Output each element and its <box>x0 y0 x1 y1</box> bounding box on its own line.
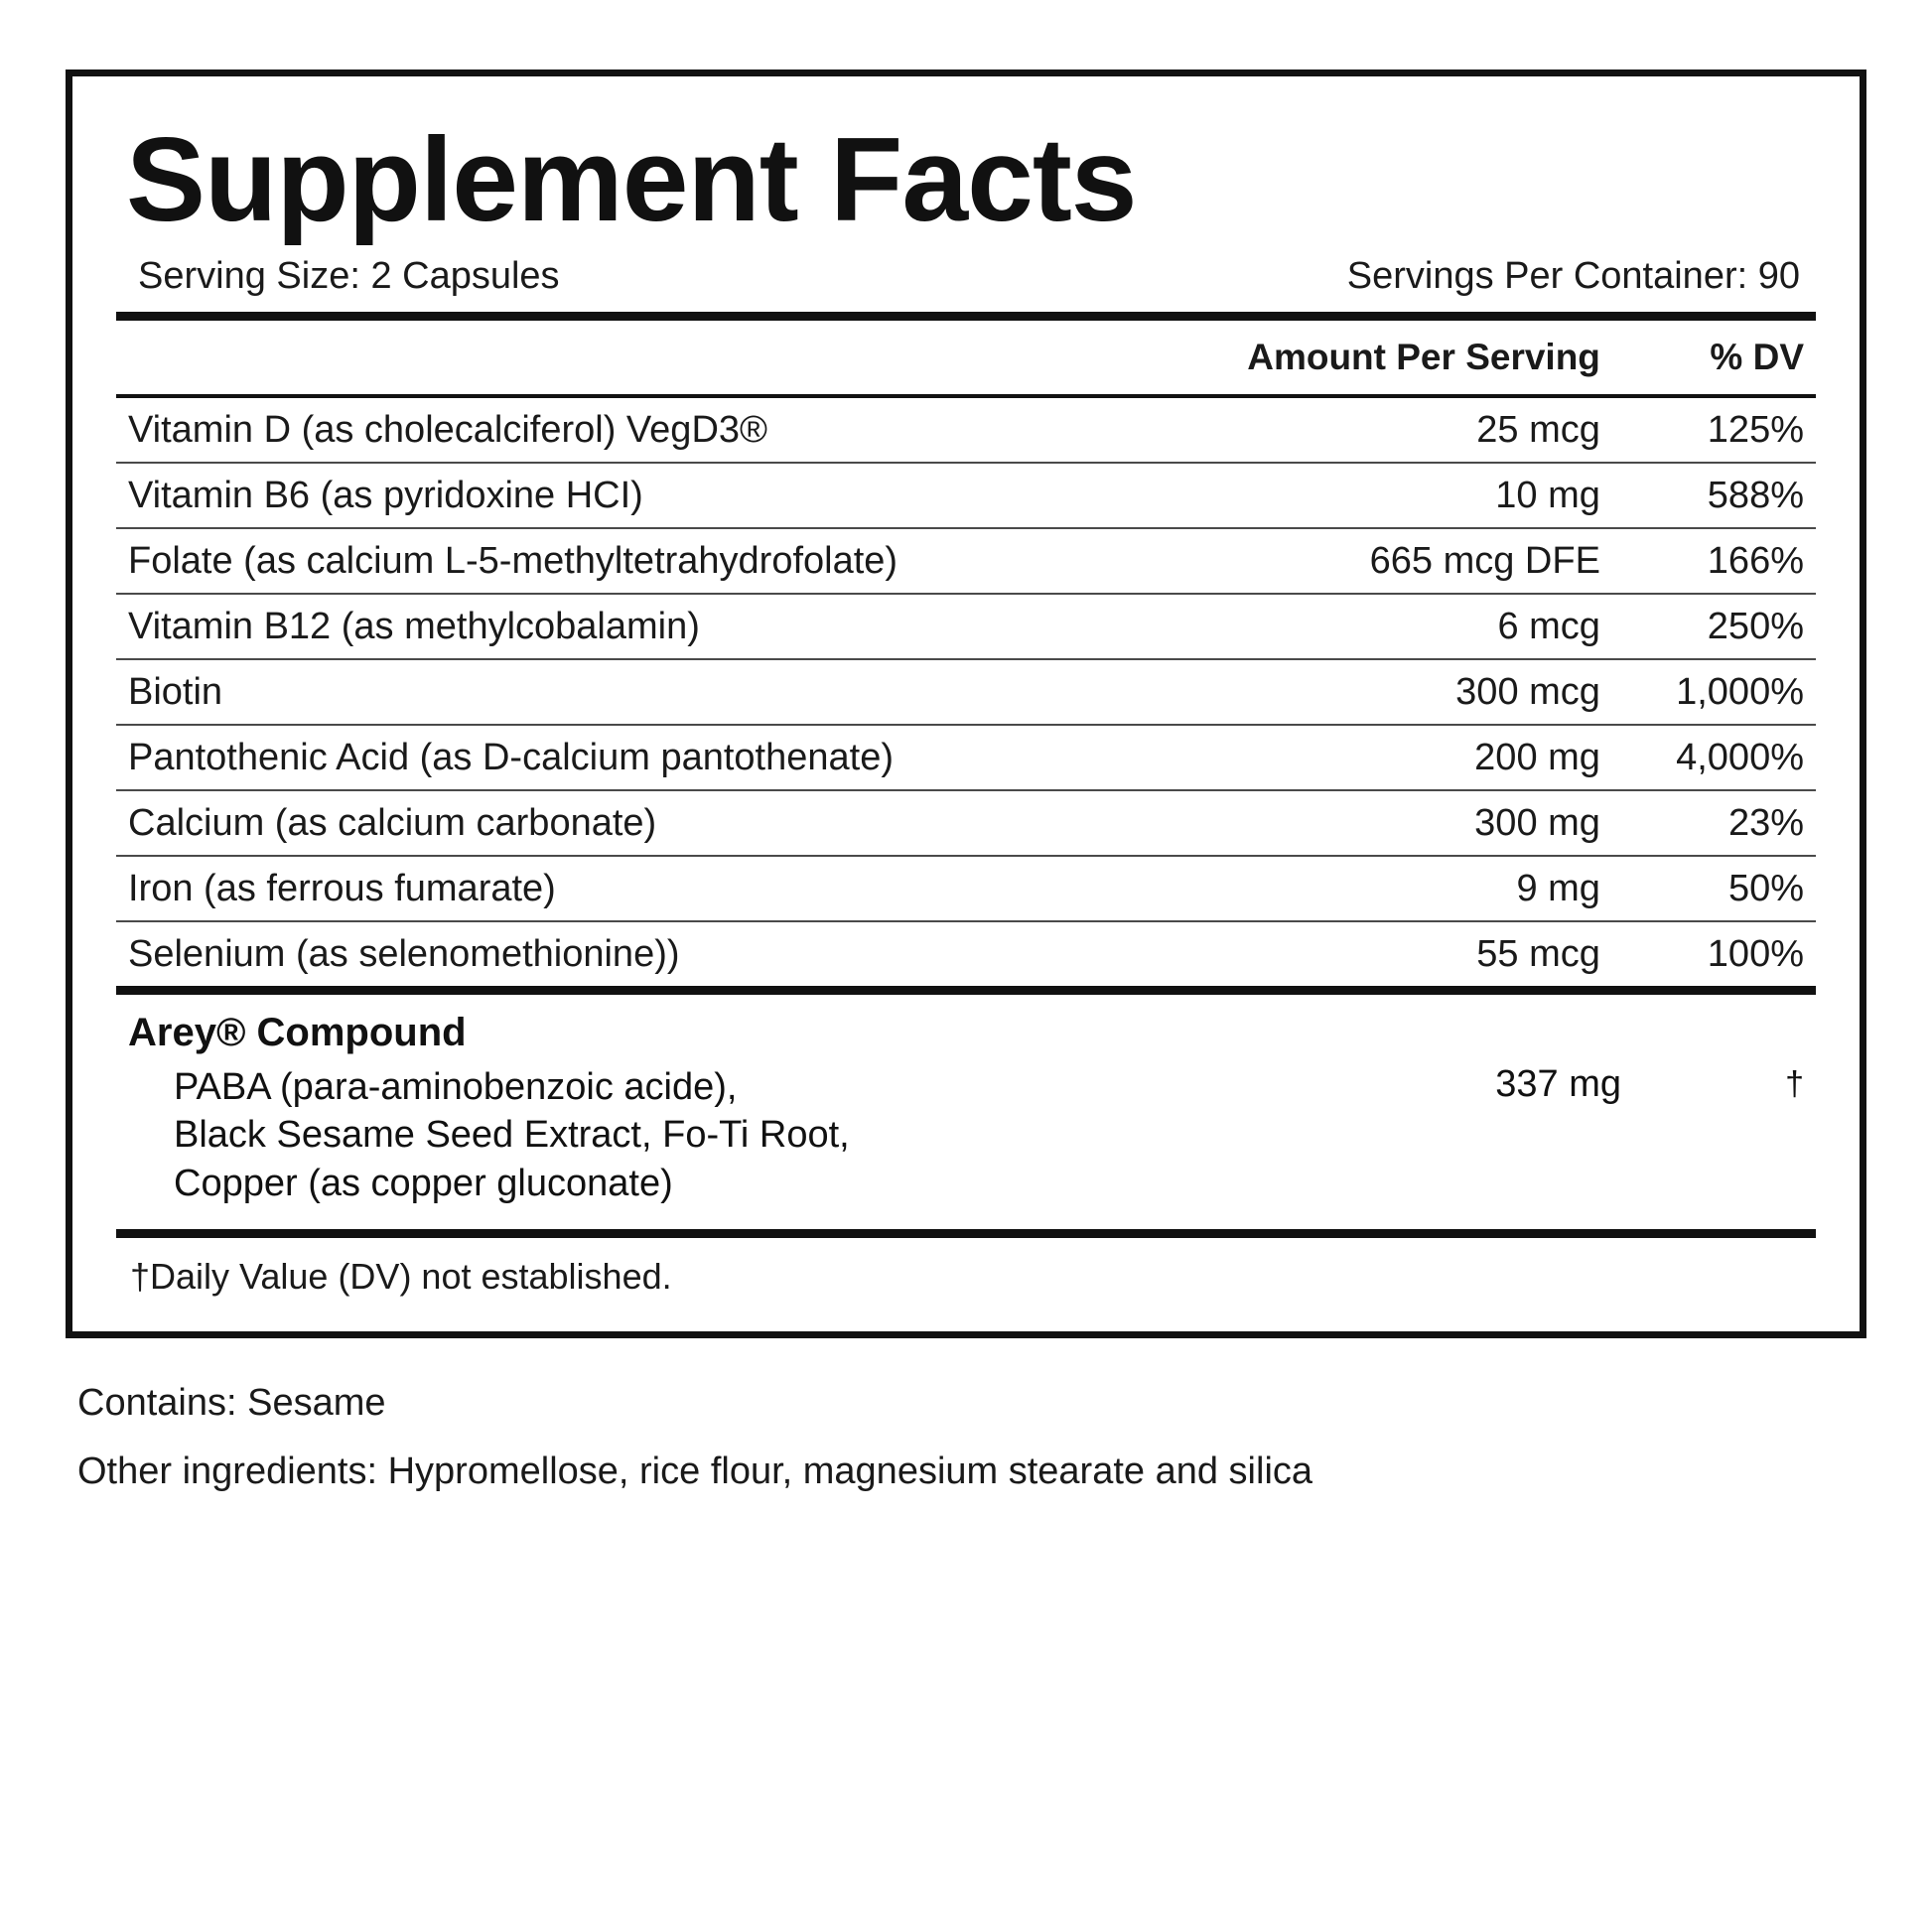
divider-thick-top <box>116 312 1816 321</box>
nutrient-amount: 665 mcg DFE <box>1132 528 1634 594</box>
table-row <box>116 594 1816 659</box>
nutrient-dv: 100% <box>1634 921 1816 986</box>
nutrient-dv: 50% <box>1634 856 1816 921</box>
blend-amount: 337 mg <box>1495 1062 1621 1105</box>
nutrient-dv: 166% <box>1634 528 1816 594</box>
nutrient-name: Calcium (as calcium carbonate) <box>116 790 1132 856</box>
nutrient-amount: 300 mcg <box>1132 659 1634 725</box>
serving-info-row <box>116 255 1816 298</box>
proprietary-blend-block <box>116 986 1816 1208</box>
nutrient-dv: 125% <box>1634 396 1816 463</box>
table-row <box>116 725 1816 790</box>
blend-dv-dagger: † <box>1785 1064 1804 1103</box>
nutrient-name: Pantothenic Acid (as D-calcium pantothenate) <box>116 725 1132 790</box>
below-panel-notes <box>66 1338 1866 1493</box>
header-percent-dv: % DV <box>1710 336 1804 377</box>
servings-per-container: Servings Per Container: 90 <box>1346 254 1800 297</box>
supplement-facts-panel <box>66 69 1866 1338</box>
nutrient-dv: 23% <box>1634 790 1816 856</box>
nutrient-dv: 250% <box>1634 594 1816 659</box>
nutrient-amount: 10 mg <box>1132 463 1634 528</box>
nutrient-name: Vitamin D (as cholecalciferol) VegD3® <box>116 396 1132 463</box>
nutrient-amount: 25 mcg <box>1132 396 1634 463</box>
table-row <box>116 921 1816 986</box>
header-nutrient <box>116 321 1132 396</box>
nutrient-dv: 588% <box>1634 463 1816 528</box>
nutrient-amount: 200 mg <box>1132 725 1634 790</box>
table-header-row <box>116 321 1816 396</box>
nutrition-table <box>116 321 1816 986</box>
table-row <box>116 856 1816 921</box>
other-ingredients-statement: Other ingredients: Hypromellose, rice flour, magnesium stearate and silica <box>77 1450 1313 1493</box>
nutrient-amount: 300 mg <box>1132 790 1634 856</box>
nutrient-amount: 6 mcg <box>1132 594 1634 659</box>
contains-statement: Contains: Sesame <box>77 1382 386 1425</box>
table-row <box>116 528 1816 594</box>
nutrient-name: Biotin <box>116 659 1132 725</box>
nutrient-name: Vitamin B12 (as methylcobalamin) <box>116 594 1132 659</box>
nutrient-amount: 9 mg <box>1132 856 1634 921</box>
blend-ingredient-line-2: Black Sesame Seed Extract, Fo-Ti Root, <box>174 1114 850 1157</box>
serving-size: Serving Size: 2 Capsules <box>138 254 560 297</box>
blend-ingredient-line-3: Copper (as copper gluconate) <box>174 1162 673 1204</box>
blend-ingredient-line-1: PABA (para-aminobenzoic acide), <box>174 1065 738 1108</box>
nutrient-name: Folate (as calcium L-5-methyltetrahydrofolate) <box>116 528 1132 594</box>
nutrient-name: Vitamin B6 (as pyridoxine HCI) <box>116 463 1132 528</box>
nutrient-dv: 1,000% <box>1634 659 1816 725</box>
daily-value-footnote: †Daily Value (DV) not established. <box>130 1256 672 1298</box>
nutrient-name: Selenium (as selenomethionine)) <box>116 921 1132 986</box>
nutrient-name: Iron (as ferrous fumarate) <box>116 856 1132 921</box>
nutrition-table-head <box>116 321 1816 396</box>
nutrient-dv: 4,000% <box>1634 725 1816 790</box>
blend-ingredients <box>116 1061 1264 1208</box>
table-row <box>116 790 1816 856</box>
table-row <box>116 463 1816 528</box>
blend-title: Arey® Compound <box>128 1010 467 1054</box>
blend-body <box>116 1061 1816 1208</box>
page-title: Supplement Facts <box>126 113 1137 246</box>
divider-thick-bottom <box>116 1229 1816 1238</box>
nutrient-amount: 55 mcg <box>1132 921 1634 986</box>
table-row <box>116 659 1816 725</box>
table-row <box>116 396 1816 463</box>
nutrition-table-body <box>116 396 1816 986</box>
header-amount-per-serving: Amount Per Serving <box>1247 336 1600 377</box>
